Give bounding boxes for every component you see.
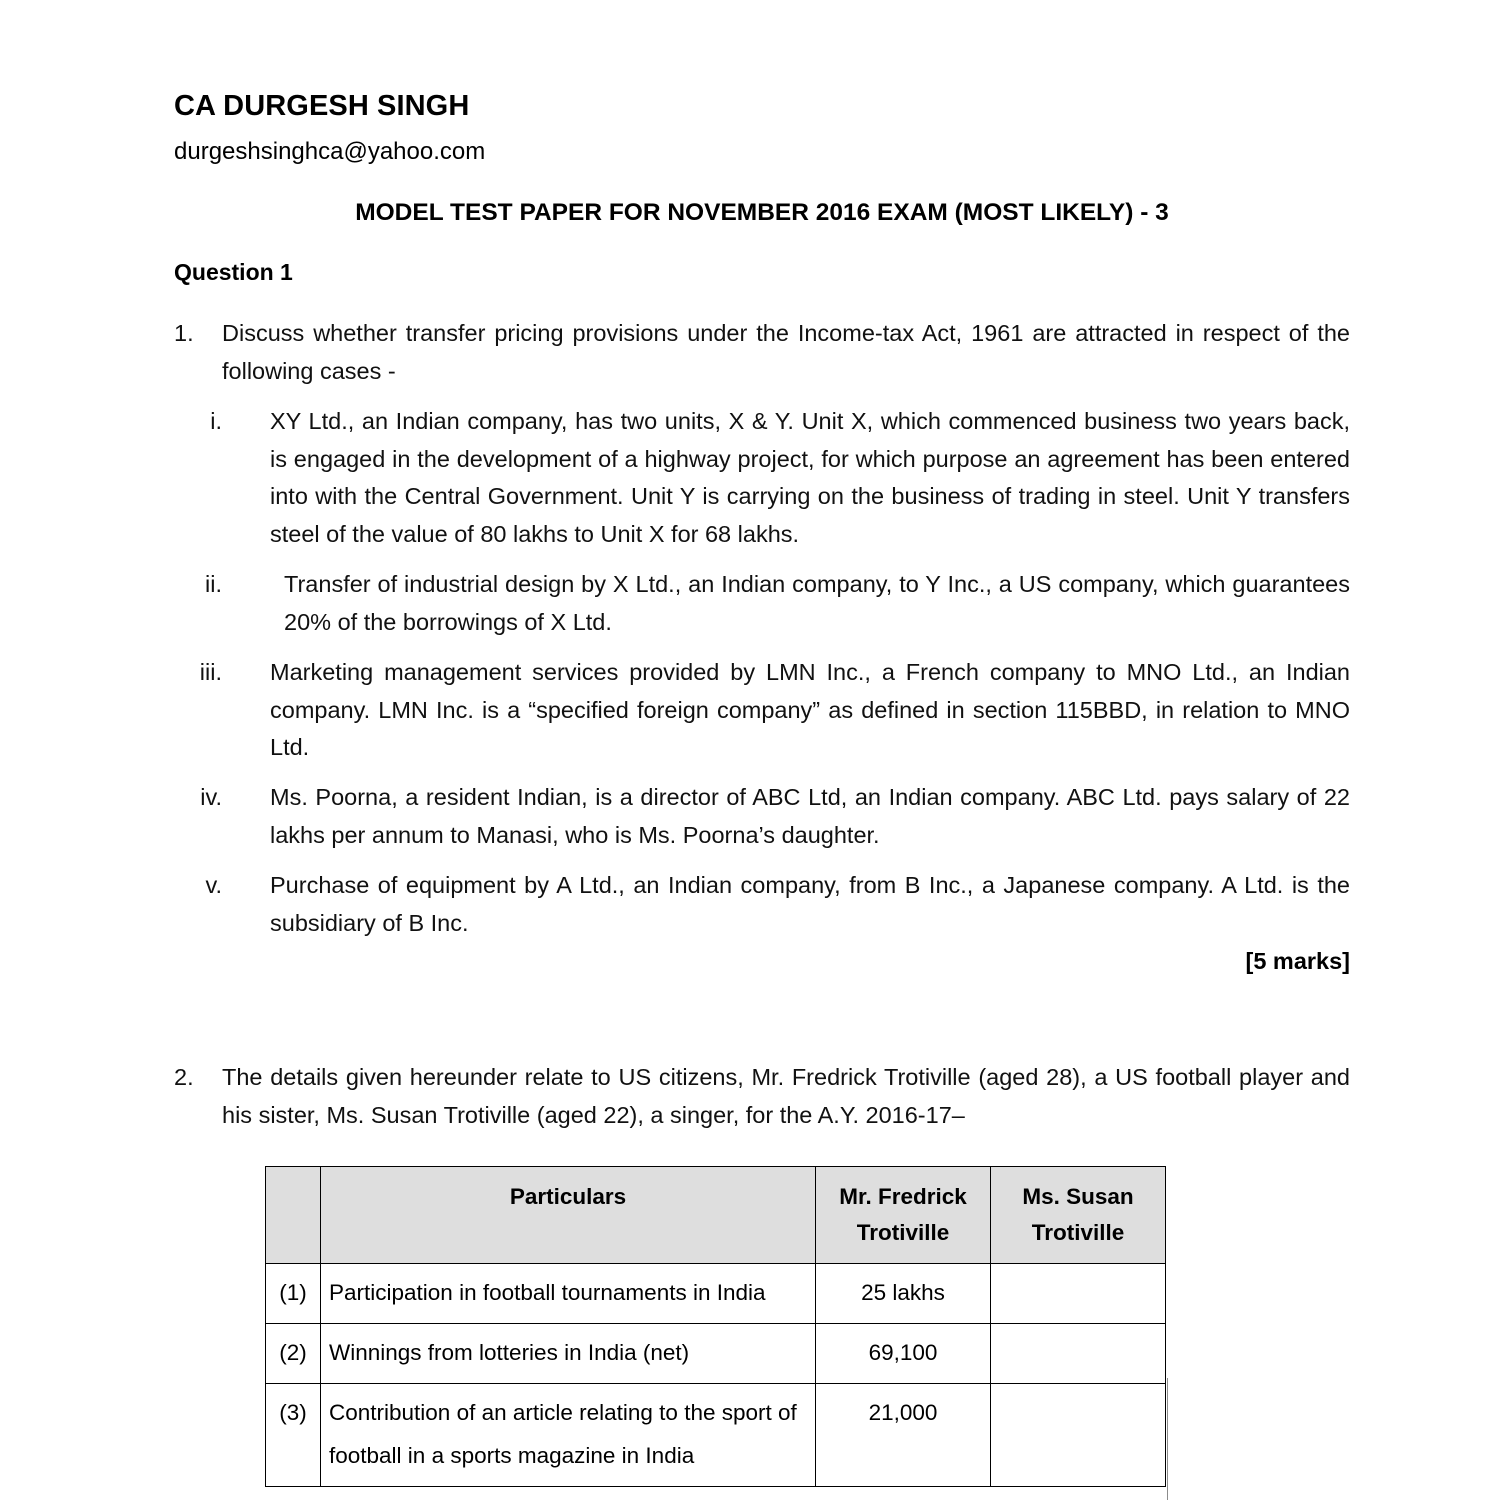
author-name: CA DURGESH SINGH [174, 90, 470, 122]
marks-annotation: [5 marks] [1245, 948, 1350, 974]
cell-particulars: Winnings from lotteries in India (net) [321, 1324, 816, 1384]
table-body [266, 1264, 1166, 1487]
cell-particulars: Participation in football tournaments in India [321, 1264, 816, 1324]
question-subitem-i: XY Ltd., an Indian company, has two units, X & Y. Unit X, which commenced business two years back, is engaged in the development of a highway project, for which purpose an agreement has been entered into with the Central Government. Unit Y is carrying on the business of trading in steel. Unit Y transfers steel of the value of 80 lakhs to Unit X for 68 lakhs. [270, 408, 1350, 547]
column-header-particulars: Particulars [321, 1167, 816, 1264]
question-subitem-iii: Marketing management services provided by LMN Inc., a French company to MNO Ltd., an Indian company. LMN Inc. is a “specified foreign company” as defined in section 115BBD, in relation to MNO Ltd. [270, 659, 1350, 760]
cell-serial: (1) [266, 1264, 321, 1324]
list-marker-iii: iii. [199, 659, 222, 685]
list-marker-i: i. [210, 408, 222, 434]
list-marker-iv: iv. [200, 784, 222, 810]
question-heading: Question 1 [174, 259, 293, 285]
cell-particulars: Contribution of an article relating to the sport of football in a sports magazine in India [321, 1384, 816, 1487]
column-header-fredrick: Mr. Fredrick Trotiville [816, 1167, 991, 1264]
cell-fredrick: 69,100 [816, 1324, 991, 1384]
page-edge-hairline [1167, 1378, 1168, 1500]
question-item-2: The details given hereunder relate to US citizens, Mr. Fredrick Trotiville (aged 28), a US football player and his sister, Ms. Susan Trotiville (aged 22), a singer, for the A.Y. 2016-17– [222, 1064, 1350, 1128]
table-header-row [266, 1167, 1166, 1264]
column-header-susan: Ms. Susan Trotiville [991, 1167, 1166, 1264]
table-row [266, 1324, 1166, 1384]
particulars-table [265, 1166, 1166, 1487]
cell-susan [991, 1324, 1166, 1384]
list-marker-1: 1. [174, 320, 194, 346]
cell-serial: (2) [266, 1324, 321, 1384]
list-marker-2: 2. [174, 1064, 194, 1090]
cell-serial: (3) [266, 1384, 321, 1487]
table-header [266, 1167, 1166, 1264]
cell-fredrick: 21,000 [816, 1384, 991, 1487]
question-item-1: Discuss whether transfer pricing provisions under the Income-tax Act, 1961 are attracted in respect of the following cases - [222, 320, 1350, 384]
cell-susan [991, 1264, 1166, 1324]
list-marker-ii: ii. [205, 571, 222, 597]
cell-susan [991, 1384, 1166, 1487]
column-header-serial [266, 1167, 321, 1264]
particulars-table-wrapper [265, 1166, 1165, 1487]
author-email: durgeshsinghca@yahoo.com [174, 138, 486, 165]
table-row [266, 1264, 1166, 1324]
question-subitem-iv: Ms. Poorna, a resident Indian, is a director of ABC Ltd, an Indian company. ABC Ltd. pays salary of 22 lakhs per annum to Manasi, who is Ms. Poorna’s daughter. [270, 784, 1350, 848]
document-title: MODEL TEST PAPER FOR NOVEMBER 2016 EXAM (MOST LIKELY) - 3 [355, 199, 1169, 226]
question-subitem-ii: Transfer of industrial design by X Ltd., an Indian company, to Y Inc., a US company, which guarantees 20% of the borrowings of X Ltd. [284, 571, 1350, 635]
question-subitem-v: Purchase of equipment by A Ltd., an Indian company, from B Inc., a Japanese company. A Ltd. is the subsidiary of B Inc. [270, 872, 1350, 936]
list-marker-v: v. [205, 872, 222, 898]
cell-fredrick: 25 lakhs [816, 1264, 991, 1324]
table-row [266, 1384, 1166, 1487]
